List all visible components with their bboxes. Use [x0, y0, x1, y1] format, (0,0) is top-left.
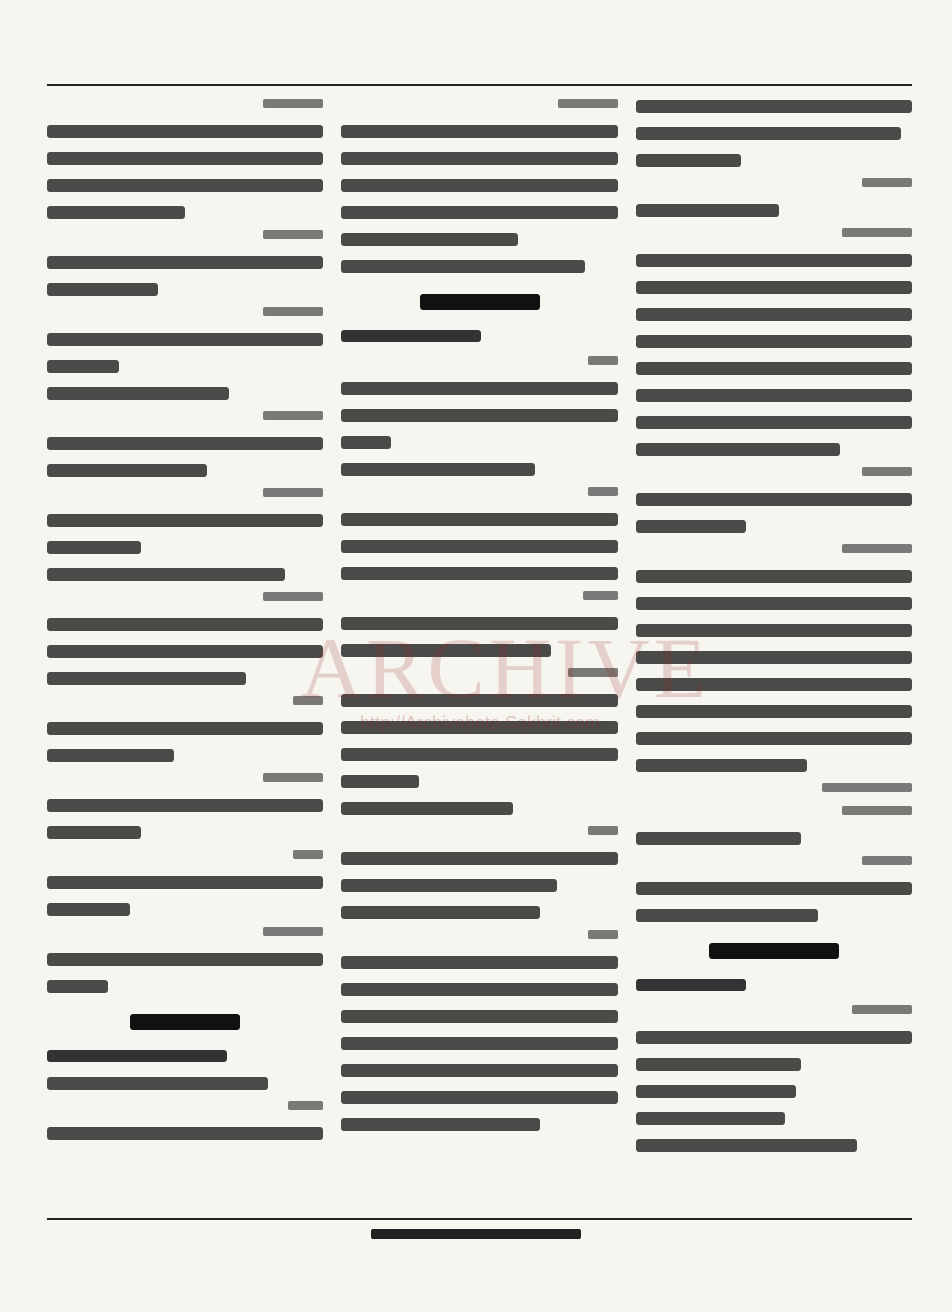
text-line — [636, 302, 912, 327]
stage-direction — [47, 1043, 323, 1071]
text-line — [636, 1052, 912, 1077]
text-line — [636, 198, 912, 223]
text-line — [47, 381, 323, 406]
text-line — [636, 275, 912, 300]
speaker-label — [636, 178, 912, 196]
page-footer — [0, 1228, 952, 1242]
stage-direction — [341, 323, 617, 351]
bottom-rule — [47, 1218, 912, 1220]
text-line — [341, 1085, 617, 1110]
speaker-label — [47, 773, 323, 791]
text-line — [636, 753, 912, 778]
speaker-label — [47, 927, 323, 945]
section-heading — [636, 930, 912, 972]
text-line — [47, 666, 323, 691]
text-line — [341, 638, 617, 663]
text-line — [636, 564, 912, 589]
speaker-label — [636, 544, 912, 562]
text-line — [341, 254, 617, 279]
watermark-url: http://Archivebeta.Sakhrit.com — [359, 713, 601, 733]
text-line — [341, 769, 617, 794]
text-line — [341, 561, 617, 586]
text-line — [341, 900, 617, 925]
text-line — [636, 699, 912, 724]
text-line — [341, 507, 617, 532]
text-line — [341, 796, 617, 821]
text-line — [636, 329, 912, 354]
text-line — [341, 715, 617, 740]
text-line — [341, 611, 617, 636]
text-line — [47, 173, 323, 198]
text-line — [47, 431, 323, 456]
text-line — [47, 327, 323, 352]
text-line — [636, 410, 912, 435]
speaker-label — [636, 228, 912, 246]
text-line — [636, 1079, 912, 1104]
text-line — [47, 820, 323, 845]
text-line — [47, 716, 323, 741]
text-line — [47, 562, 323, 587]
text-line — [47, 535, 323, 560]
speaker-label — [341, 826, 617, 844]
speaker-label — [636, 1005, 912, 1023]
speaker-label — [341, 356, 617, 374]
speaker-label — [47, 488, 323, 506]
text-line — [636, 726, 912, 751]
text-line — [47, 639, 323, 664]
top-rule — [47, 84, 912, 86]
speaker-label — [47, 230, 323, 248]
speaker-label — [636, 467, 912, 485]
text-line — [47, 200, 323, 225]
text-line — [636, 672, 912, 697]
text-line — [47, 897, 323, 922]
speaker-label — [47, 850, 323, 868]
text-line — [341, 950, 617, 975]
speaker-label — [341, 591, 617, 609]
text-line — [636, 437, 912, 462]
page-columns — [47, 94, 912, 1212]
stage-direction — [636, 972, 912, 1000]
text-line — [47, 947, 323, 972]
text-line — [341, 1112, 617, 1137]
text-line — [636, 383, 912, 408]
text-line — [47, 870, 323, 895]
text-line — [47, 458, 323, 483]
text-line — [636, 487, 912, 512]
text-line — [47, 119, 323, 144]
text-line — [636, 356, 912, 381]
speaker-label — [636, 783, 912, 801]
text-line — [341, 200, 617, 225]
text-line — [47, 354, 323, 379]
text-line — [636, 645, 912, 670]
text-line — [47, 250, 323, 275]
speaker-label — [636, 806, 912, 824]
text-line — [47, 793, 323, 818]
text-line — [341, 688, 617, 713]
section-heading — [341, 281, 617, 323]
speaker-label — [47, 307, 323, 325]
text-line — [341, 977, 617, 1002]
text-line — [47, 1121, 323, 1146]
text-line — [636, 1025, 912, 1050]
text-line — [636, 1133, 912, 1158]
text-line — [47, 974, 323, 999]
text-line — [341, 119, 617, 144]
text-line — [341, 403, 617, 428]
text-line — [341, 742, 617, 767]
text-line — [47, 146, 323, 171]
section-heading — [47, 1001, 323, 1043]
speaker-label — [47, 1101, 323, 1119]
column-left — [47, 94, 323, 1212]
text-line — [47, 612, 323, 637]
column-right — [636, 94, 912, 1212]
speaker-label — [47, 592, 323, 610]
text-line — [636, 514, 912, 539]
speaker-label — [341, 668, 617, 686]
text-line — [636, 148, 912, 173]
watermark-brand: ARCHIVE — [300, 620, 711, 716]
text-line — [636, 248, 912, 273]
text-line — [636, 591, 912, 616]
speaker-label — [341, 930, 617, 948]
text-line — [341, 846, 617, 871]
text-line — [341, 457, 617, 482]
text-line — [636, 876, 912, 901]
text-line — [47, 743, 323, 768]
text-line — [47, 1071, 323, 1096]
text-line — [341, 1058, 617, 1083]
text-line — [636, 121, 912, 146]
text-line — [636, 618, 912, 643]
text-line — [341, 227, 617, 252]
text-line — [636, 94, 912, 119]
text-line — [341, 173, 617, 198]
text-line — [341, 873, 617, 898]
text-line — [341, 1031, 617, 1056]
text-line — [636, 1106, 912, 1131]
speaker-label — [47, 696, 323, 714]
speaker-label — [341, 99, 617, 117]
text-line — [636, 826, 912, 851]
text-line — [47, 277, 323, 302]
column-middle — [341, 94, 617, 1212]
text-line — [341, 430, 617, 455]
speaker-label — [47, 411, 323, 429]
speaker-label — [47, 99, 323, 117]
text-line — [341, 146, 617, 171]
text-line — [636, 903, 912, 928]
text-line — [341, 376, 617, 401]
speaker-label — [341, 487, 617, 505]
text-line — [341, 534, 617, 559]
text-line — [341, 1004, 617, 1029]
text-line — [47, 508, 323, 533]
speaker-label — [636, 856, 912, 874]
